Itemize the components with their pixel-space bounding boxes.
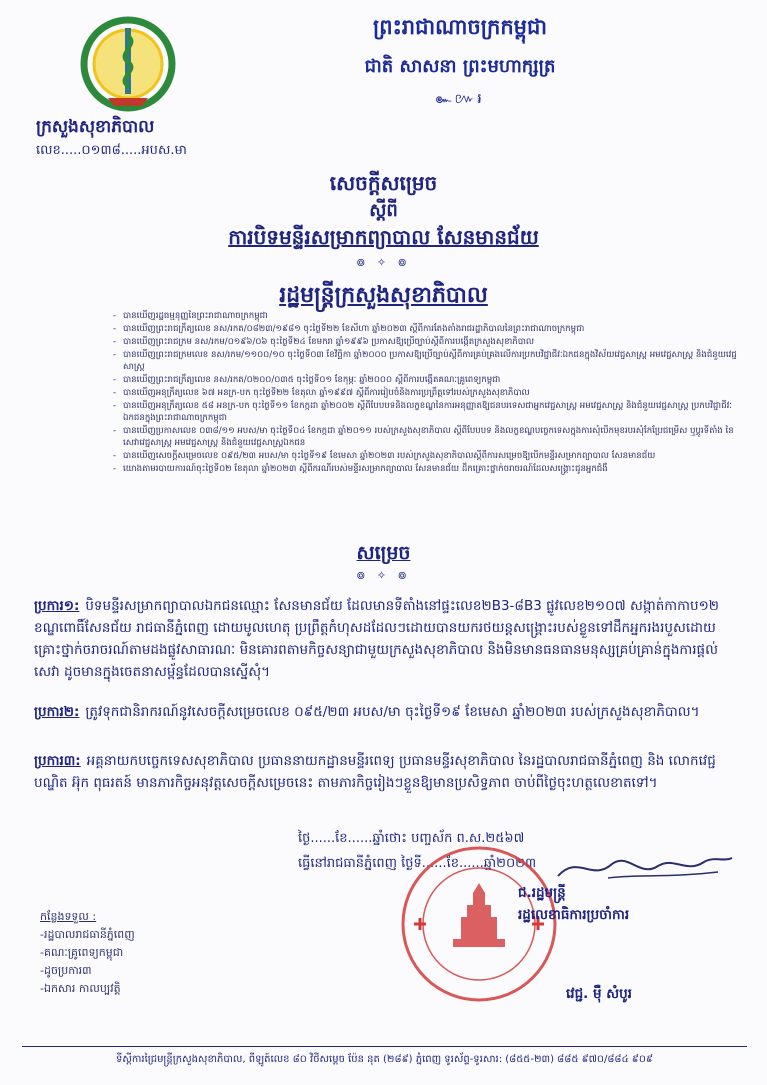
recipient-item: -រដ្ឋបាលរាជធានីភ្នំពេញ — [40, 928, 135, 941]
reference-item: - បានឃើញព្រះរាជក្រឹត្យលេខ នស/រកត/០៨២៣/១៩៨១ ចុះថ្ងៃទី២២ ខែសីហា ឆ្នាំ២០២៣ ស្ដីពីការតែងតាំងរាជរដ្ឋាភិបាលនៃព្រះរាជាណាចក្រកម្ពុជា — [113, 323, 743, 335]
national-motto: ជាតិ សាសនា ព្រះមហាក្សត្រ — [364, 56, 556, 77]
reference-item: - យោងតាមរបាយការណ៍ចុះថ្ងៃទី០២ ខែតុលា ឆ្នាំ២០២៣ ស្ដីពីករណីរបស់មន្ទីរសម្រាកព្យាបាល សែនមានជ័យ ដឹកគ្រោះថ្នាក់ចរាចរណ៍ដែលសង្គ្រោះជូនអ្នកជំងឺ — [113, 463, 743, 475]
reference-item: - បានឃើញព្រះរាជក្រមលេខ នស/រកម/១១០០/១០ ចុះថ្ងៃទី០៣ ខែវិច្ឆិកា ឆ្នាំ២០០០ ប្រកាសឱ្យប្រើច្បាប់ស្ដីពីការគ្រប់គ្រងលើការប្រកបវិជ្ជាជីវៈឯកជនក្នុងវិស័យវេជ្ជសាស្ត្រ អមវេជ្ជសាស្ត្រ និងជំនួយវេជ្ជសាស្ត្រ — [113, 349, 743, 373]
solar-date: ធ្វើនៅរាជធានីភ្នំពេញ ថ្ងៃទី......ខែ......ឆ្នាំ២០២៣ — [298, 856, 537, 871]
ministry-logo — [78, 14, 178, 114]
article-label: ប្រការ១: — [34, 598, 80, 614]
reference-item: - បានឃើញអនុក្រឹត្យលេខ ៦៧ អនក្រ-បក ចុះថ្ងៃទី២២ ខែតុលា ឆ្នាំ១៩៩៧ ស្ដីពីការរៀបចំនិងការប្រព្រឹត្តទៅរបស់ក្រសួងសុខាភិបាល — [113, 387, 743, 399]
issuer-title: រដ្ឋមន្ត្រីក្រសួងសុខាភិបាល — [279, 283, 488, 308]
signatory-name: វេជ្ជ. ម៉ឺ សំបូរ — [566, 986, 632, 1002]
article-2 — [34, 701, 734, 723]
article-text: ត្រូវទុកជានិរាករណ៍នូវសេចក្ដីសម្រេចលេខ ០៩៥/២៣ អបស/មា ចុះថ្ងៃទី១៩ ខែមេសា ឆ្នាំ២០២៣ របស់ក្រសួងសុខាភិបាល។ — [85, 704, 700, 720]
signatory-role: រដ្ឋលេខាធិការប្រចាំការ — [518, 907, 630, 923]
reference-item: - បានឃើញសេចក្ដីសម្រេចលេខ ០៩៥/២៣ អបស/មា ចុះថ្ងៃទី១៩ ខែមេសា ឆ្នាំ២០២៣ របស់ក្រសួងសុខាភិបាលស្ដីពីការសម្រេចឱ្យបើកមន្ទីរសម្រាកព្យាបាល សែនមានជ័យ — [113, 450, 743, 462]
reference-item: - បានឃើញអនុក្រឹត្យលេខ ៥៨ អនក្រ-បក ចុះថ្ងៃទី១១ ខែកក្កដា ឆ្នាំ២០០២ ស្ដីពីបែបបទនិងលក្ខខណ្ឌនៃការអនុញ្ញាតឱ្យជនបរទេសជាអ្នកវេជ្ជសាស្ត្រ អមវេជ្ជសាស្ត្រ និងជំនួយវេជ្ជសាស្ត្រ ប្រកបវិជ្ជាជីវៈឯកជនក្នុងព្រះរាជាណាចក្រកម្ពុជា — [113, 400, 743, 424]
signature-mark — [548, 848, 738, 888]
article-text: អគ្គនាយកបច្ចេកទេសសុខាភិបាល ប្រធាននាយកដ្ឋានមន្ទីរពេទ្យ ប្រធានមន្ទីរសុខាភិបាល នៃរដ្ឋបាលរាជធានីភ្នំពេញ និង លោកវេជ្ជបណ្ឌិត អ៊ុក ពុធរតន៍ មានភារកិច្ចអនុវត្តសេចក្ដីសម្រេចនេះ តាមភារកិច្ចរៀងៗខ្លួនឱ្យមានប្រសិទ្ធភាព ចាប់ពីថ្ងៃចុះហត្ថលេខាតទៅ។ — [34, 753, 716, 791]
lunar-date: ថ្ងៃ......ខែ......ឆ្នាំថោះ បញ្ចស័ក ព.ស.២៥៦៧ — [298, 831, 525, 846]
decision-subject-label: ស្ដីពី — [369, 200, 398, 221]
kingdom-title: ព្រះរាជាណាចក្រកម្ពុជា — [372, 15, 547, 39]
article-label: ប្រការ៣: — [34, 753, 81, 769]
article-1 — [34, 595, 734, 683]
recipient-item: -ដូចប្រការ៣ — [40, 964, 92, 977]
signatory-title: ជ.រដ្ឋមន្ត្រី — [518, 885, 566, 901]
reference-item: - បានឃើញរដ្ឋធម្មនុញ្ញនៃព្រះរាជាណាចក្រកម្ពុជា — [113, 310, 743, 322]
title-ornament: ៙ ✧ ៙ — [356, 256, 411, 269]
ministry-name: ក្រសួងសុខាភិបាល — [36, 117, 155, 137]
reference-item: - បានឃើញព្រះរាជក្រម នស/រកម/០១៩៦/០៦ ចុះថ្ងៃទី២៤ ខែមករា ឆ្នាំ១៩៩៦ ប្រកាសឱ្យប្រើច្បាប់ស្ដីពីការបង្កើតក្រសួងសុខាភិបាល — [113, 336, 743, 348]
decision-heading: សម្រេច — [356, 542, 411, 564]
legal-references — [113, 310, 743, 476]
article-label: ប្រការ២: — [34, 704, 80, 720]
decision-title: សេចក្ដីសម្រេច — [329, 171, 438, 195]
article-3 — [34, 750, 734, 794]
footer-divider — [22, 1046, 747, 1047]
decision-subject: ការបិទមន្ទីរសម្រាកព្យាបាល សែនមានជ័យ — [228, 225, 539, 249]
decision-ornament: ៙ ✧ ៙ — [356, 569, 411, 582]
recipients-block — [40, 908, 135, 998]
reference-number: លេខ.....០១៣៨.....អបស.មា — [36, 143, 187, 158]
reference-item: - បានឃើញប្រកាសលេខ ០៣៨/១១ អបស/មា ចុះថ្ងៃទី០៤ ខែកក្កដា ឆ្នាំ២០១១ របស់ក្រសួងសុខាភិបាល ស្ដីពីបែបបទ និងលក្ខខណ្ឌបច្ចេកទេសក្នុងការសុំបើកមុខរបរសុំកែប្រែជម្រើស ឬប្ដូរទីតាំង នៃសេវាវេជ្ជសាស្ត្រ អមវេជ្ជសាស្ត្រ និងជំនួយវេជ្ជសាស្ត្រឯកជន — [113, 425, 743, 449]
reference-item: - បានឃើញព្រះរាជក្រឹត្យលេខ នស/រកត/០២០០/០៣៥ ចុះថ្ងៃទី០១ ខែកុម្ភៈ ឆ្នាំ២០០០ ស្ដីពីការបង្កើតគណៈគ្រូពេទ្យកម្ពុជា — [113, 374, 743, 386]
recipient-item: -ឯកសារ កាលប្បវត្តិ — [40, 982, 121, 995]
header-ornament: ๛៚៛ — [435, 91, 485, 107]
footer-address: ទីស្ដីការជ្រៃមន្ត្រីក្រសួងសុខាភិបាល, ពីឡូត៍លេខ ៨០ វិថីសម្ដេច ប៉ែន នុត (២៨៩) ភ្នំពេញ ទូរស័ព្ទ-ទូរសារ: (៨៥៥-២៣) ៨៨៥ ៩៧០/៨៨៤ ៩០៩ — [116, 1054, 653, 1065]
recipient-item: -គណៈគ្រូពេទ្យកម្ពុជា — [40, 946, 124, 959]
article-text: បិទមន្ទីរសម្រាកព្យាបាលឯកជនឈ្មោះ សែនមានជ័យ ដែលមានទីតាំងនៅផ្ទះលេខ២B3-៨B3 ផ្លូវលេខ២១០៧ សង្កាត់កាកាប១២ ខណ្ឌពោធិ៍សែនជ័យ រាជធានីភ្នំពេញ ដោយមូលហេតុ ប្រព្រឹត្តកំហុសដដែលៗដោយបានយករថយន្តសង្គ្រោះរបស់ខ្លួនទៅដឹកអ្នករងរបួសដោយគ្រោះថ្នាក់ចរាចរណ៍តាមដងផ្លូវសាធារណៈ មិនគោរពតាមកិច្ចសន្យាជាមួយក្រសួងសុខាភិបាល និងមិនមានធនធានមនុស្សគ្រប់គ្រាន់ក្នុងការផ្ដល់សេវា ដូចមានក្នុងចេតនាសម្ព័ន្ធដែលបានស្នើសុំ។ — [34, 598, 720, 680]
recipients-title: កន្លែងទទួល : — [40, 910, 97, 923]
